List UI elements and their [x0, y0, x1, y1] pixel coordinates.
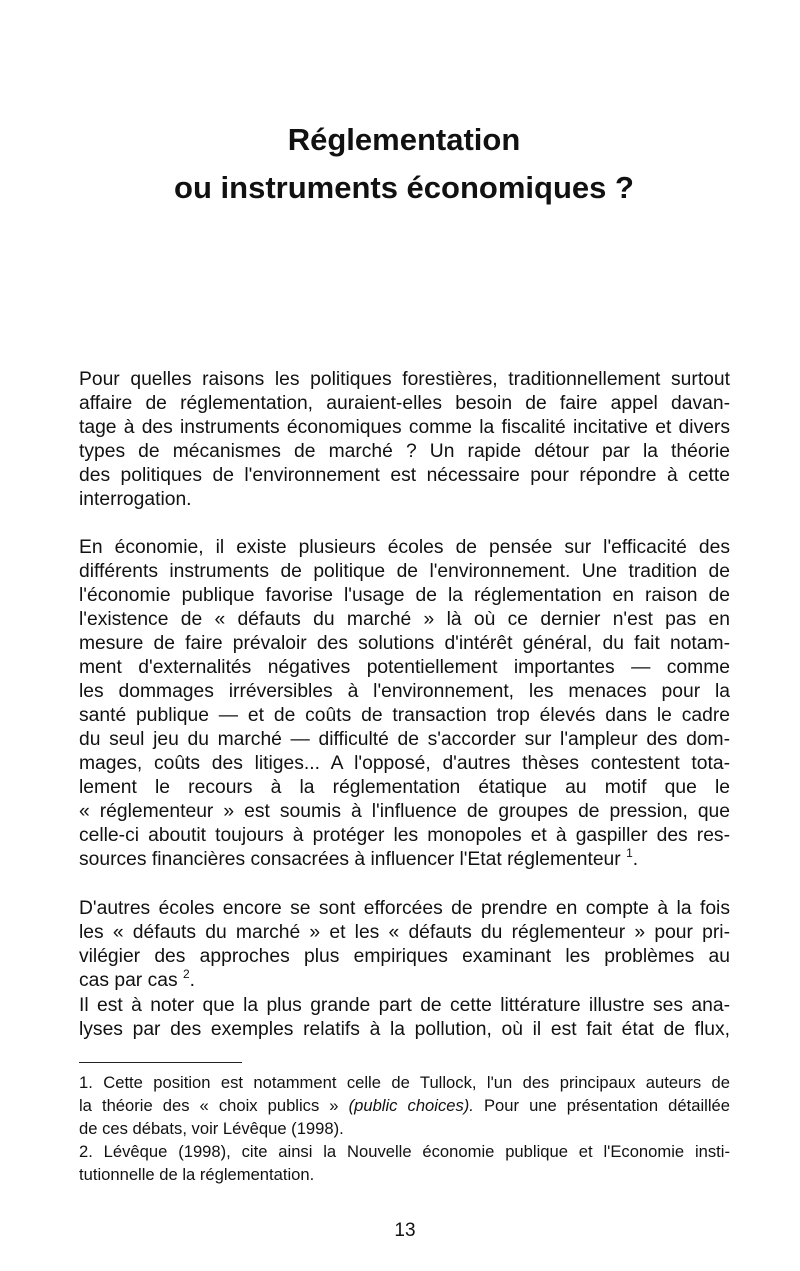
paragraph-2-line: l'économie publique favorise l'usage de la réglementation en raison de — [79, 585, 730, 606]
paragraph-2-line: du seul jeu du marché — difficulté de s'accorder sur l'ampleur des dom- — [79, 729, 730, 750]
paragraph-2-line: l'existence de « défauts du marché » là où ce dernier n'est pas en — [79, 609, 730, 630]
paragraph-1-line: tage à des instruments économiques comme la fiscalité incitative et divers — [79, 417, 730, 438]
paragraph-2-line: « réglementeur » est soumis à l'influence de groupes de pression, que — [79, 801, 730, 822]
paragraph-2-line: lement le recours à la réglementation étatique au motif que le — [79, 777, 730, 798]
paragraph-1-line: des politiques de l'environnement est nécessaire pour répondre à cette — [79, 465, 730, 486]
paragraph-2-line: les dommages irréversibles à l'environnement, les menaces pour la — [79, 681, 730, 702]
footnote-1-line: 1. Cette position est notamment celle de Tullock, l'un des principaux auteurs de — [79, 1073, 730, 1092]
paragraph-2-line: santé publique — et de coûts de transaction trop élevés dans le cadre — [79, 705, 730, 726]
chapter-title-line-2: ou instruments économiques ? — [174, 170, 634, 205]
paragraph-4-line: lyses par des exemples relatifs à la pollution, où il est fait état de flux, — [79, 1019, 730, 1040]
paragraph-1-line: Pour quelles raisons les politiques forestières, traditionnellement surtout — [79, 369, 730, 390]
paragraph-4-line: Il est à noter que la plus grande part de cette littérature illustre ses ana- — [79, 995, 730, 1016]
chapter-title-line-1: Réglementation — [287, 122, 521, 157]
paragraph-2-line: différents instruments de politique de l'environnement. Une tradition de — [79, 561, 730, 582]
paragraph-2-line: celle-ci aboutit toujours à protéger les monopoles et à gaspiller des res- — [79, 825, 730, 846]
footnote-separator — [79, 1062, 242, 1063]
paragraph-1-line: affaire de réglementation, auraient-elles besoin de faire appel davan- — [79, 393, 730, 414]
paragraph-2-line: ment d'externalités négatives potentiellement importantes — comme — [79, 657, 730, 678]
paragraph-2-line: En économie, il existe plusieurs écoles de pensée sur l'efficacité des — [79, 537, 730, 558]
paragraph-3-line: cas par cas $^2$. — [79, 967, 195, 991]
footnote-2-line: 2. Lévêque (1998), cite ainsi la Nouvelle économie publique et l'Economie insti- — [79, 1142, 730, 1161]
paragraph-2-line: mages, coûts des litiges... A l'opposé, d'autres thèses contestent tota- — [79, 753, 730, 774]
footnote-ref: 1 — [626, 846, 633, 860]
paragraph-3-line: les « défauts du marché » et les « défauts du réglementeur » pour pri- — [79, 922, 730, 943]
footnote-1-line: de ces débats, voir Lévêque (1998). — [79, 1119, 344, 1138]
footnote-2-line: tutionnelle de la réglementation. — [79, 1165, 315, 1184]
italic-term: (public choices). — [348, 1096, 474, 1115]
paragraph-3-line: vilégier des approches plus empiriques examinant les problèmes au — [79, 946, 730, 967]
paragraph-1-line: types de mécanismes de marché ? Un rapide détour par la théorie — [79, 441, 730, 462]
paragraph-3-line: D'autres écoles encore se sont efforcées de prendre en compte à la fois — [79, 898, 730, 919]
footnote-ref: 2 — [182, 967, 190, 981]
paragraph-2-line: sources financières consacrées à influencer l'Etat réglementeur $^1$. — [79, 846, 639, 870]
paragraph-2-line: mesure de faire prévaloir des solutions d'intérêt général, du fait notam- — [79, 633, 730, 654]
footnote-1-line: la théorie des « choix publics » (public choices). Pour une présentation détaillée — [79, 1096, 730, 1115]
paragraph-1-line: interrogation. — [79, 489, 192, 510]
page-number: 13 — [394, 1220, 416, 1241]
